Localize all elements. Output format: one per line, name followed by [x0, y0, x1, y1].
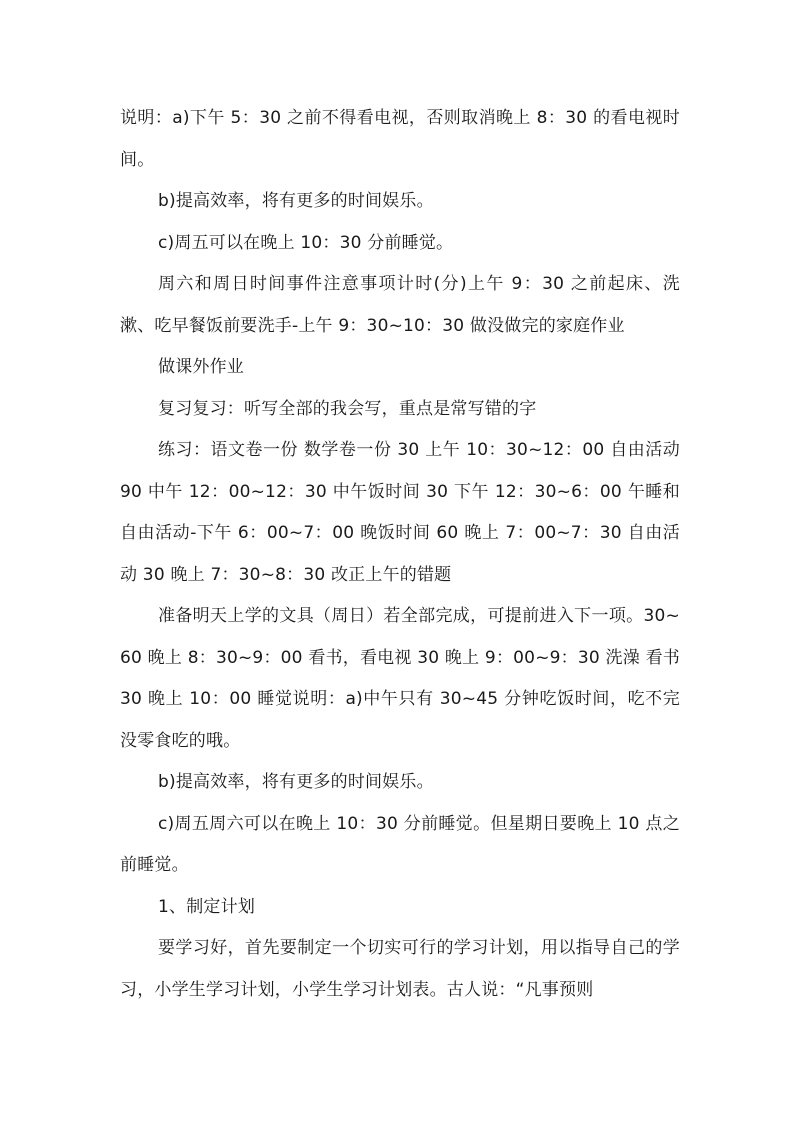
paragraph-4: 周六和周日时间事件注意事项计时(分)上午 9：30 之前起床、洗漱、吃早餐饭前要洗手-上午 9：30~10：30 做没做完的家庭作业: [120, 274, 680, 336]
document-body: [120, 98, 680, 1011]
paragraph-8: 准备明天上学的文具（周日）若全部完成，可提前进入下一项。30~60 晚上 8：30~9：00 看书，看电视 30 晚上 9：00~9：30 洗澡 看书 30 晚上 10：00 睡觉说明：a)中午只有 30~45 分钟吃饭时间，吃不完没零食吃的哦。: [120, 606, 680, 751]
paragraph-1: 说明：a)下午 5：30 之前不得看电视，否则取消晚上 8：30 的看电视时间。: [120, 108, 680, 170]
paragraph-10: c)周五周六可以在晚上 10：30 分前睡觉。但星期日要晚上 10 点之前睡觉。: [120, 813, 680, 875]
paragraph-5: 做课外作业: [158, 357, 244, 377]
paragraph-12: 要学习好，首先要制定一个切实可行的学习计划，用以指导自己的学习，小学生学习计划，小学生学习计划表。古人说：“凡事预则: [120, 938, 680, 1000]
section-heading: 1、制定计划: [158, 896, 256, 917]
paragraph-7: 练习：语文卷一份 数学卷一份 30 上午 10：30~12：00 自由活动 90 中午 12：00~12：30 中午饭时间 30 下午 12：30~6：00 午睡和自由活动-下午 6：00~7：00 晚饭时间 60 晚上 7：00~7：30 自由活动 30 晚上 7：30~8：30 改正上午的错题: [120, 440, 680, 585]
paragraph-9: b)提高效率，将有更多的时间娱乐。: [158, 772, 434, 792]
paragraph-6: 复习复习：听写全部的我会写，重点是常写错的字: [158, 398, 537, 419]
paragraph-3: c)周五可以在晚上 10：30 分前睡觉。: [158, 232, 454, 253]
paragraph-2: b)提高效率，将有更多的时间娱乐。: [158, 191, 434, 211]
